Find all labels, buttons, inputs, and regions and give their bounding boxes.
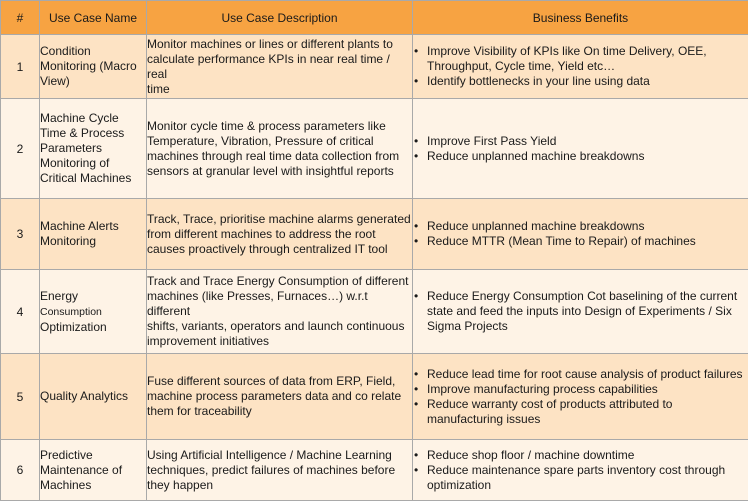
benefit-item [427,289,748,334]
table-row [1,99,748,199]
text-line: Reduce unplanned machine breakdowns [427,219,644,233]
row-number: 2 [1,99,40,199]
text-line: state and feed the inputs into Design of Experiments / Six [427,304,732,318]
business-benefits [413,199,748,270]
benefit-item [427,134,748,149]
text-line: Reduce Energy Consumption Cot baselining of the current [427,289,737,303]
text-line: machine process parameters data and co relate [147,389,401,403]
use-case-description [147,99,413,199]
text-line: Throughput, Cycle time, Yield etc… [427,59,615,73]
use-case-name [40,270,147,354]
text-line: Time & Process [40,126,124,140]
header-business-benefits: Business Benefits [413,1,748,35]
use-case-description [147,354,413,440]
text-line: Sigma Projects [427,319,508,333]
benefit-item [427,367,748,382]
text-line: Machine Alerts [40,219,119,233]
text-line: Condition [40,44,91,58]
benefit-item [427,397,748,427]
text-line: they happen [147,478,213,492]
table-row [1,199,748,270]
table-row [1,35,748,99]
business-benefits [413,35,748,99]
text-line: optimization [427,478,491,492]
text-line: Quality Analytics [40,389,128,403]
text-line: sensors at granular level with insightful reports [147,164,394,178]
text-line: Monitoring (Macro [40,59,137,73]
text-line: Using Artificial Intelligence / Machine Learning [147,448,392,462]
text-line: Monitor machines or lines or different plants to [147,37,393,51]
row-number: 6 [1,440,40,501]
benefit-item [427,382,748,397]
header-use-case-description: Use Case Description [147,1,413,35]
business-benefits [413,99,748,199]
benefit-item [427,234,748,249]
text-line: Improve Visibility of KPIs like On time Delivery, OEE, [427,44,707,58]
text-line: Reduce lead time for root cause analysis of product failures [427,367,743,381]
benefit-item [427,74,748,89]
use-case-description [147,270,413,354]
text-line: Reduce MTTR (Mean Time to Repair) of machines [427,234,696,248]
text-line: Identify bottlenecks in your line using data [427,74,650,88]
benefit-item [427,448,748,463]
text-line: Reduce shop floor / machine downtime [427,448,634,462]
text-line: Monitoring of [40,156,109,170]
text-line: Energy [40,289,78,303]
text-line: Monitor cycle time & process parameters like [147,119,386,133]
use-case-description [147,199,413,270]
text-line: Temperature, Vibration, Pressure of critical [147,134,374,148]
use-case-name [40,354,147,440]
text-line: improvement initiatives [147,334,269,348]
row-number: 5 [1,354,40,440]
header-number: # [1,1,40,35]
use-case-name [40,99,147,199]
text-line: calculate performance KPIs in near real time / real [147,52,390,81]
benefit-item [427,463,748,493]
row-number: 4 [1,270,40,354]
text-line: Maintenance of [40,463,122,477]
business-benefits [413,440,748,501]
text-line: Consumption [40,306,102,318]
text-line: techniques, predict failures of machines before [147,463,395,477]
text-line: manufacturing issues [427,412,540,426]
header-row [1,1,748,35]
use-case-description [147,440,413,501]
text-line: Machines [40,478,91,492]
text-line: from different machines to address the root [147,227,376,241]
text-line: Reduce maintenance spare parts inventory cost through [427,463,725,477]
row-number: 3 [1,199,40,270]
text-line: Parameters [40,141,102,155]
text-line: machines through real time data collection from [147,149,399,163]
text-line: Fuse different sources of data from ERP, Field, [147,374,395,388]
text-line: View) [40,74,70,88]
text-line: them for traceability [147,404,252,418]
text-line: Improve manufacturing process capabilities [427,382,658,396]
text-line: Machine Cycle [40,111,119,125]
text-line: Predictive [40,448,93,462]
text-line: Reduce warranty cost of products attributed to [427,397,672,411]
business-benefits [413,354,748,440]
text-line: Monitoring [40,234,96,248]
text-line: Critical Machines [40,171,131,185]
use-case-name [40,199,147,270]
header-use-case-name: Use Case Name [40,1,147,35]
benefit-item [427,44,748,74]
business-benefits [413,270,748,354]
text-line: time [147,82,170,96]
use-case-name [40,440,147,501]
text-line: machines (like Presses, Furnaces…) w.r.t different [147,289,368,318]
row-number: 1 [1,35,40,99]
text-line: shifts, variants, operators and launch continuous [147,319,404,333]
use-case-description [147,35,413,99]
benefit-item [427,219,748,234]
table-row [1,270,748,354]
text-line: Improve First Pass Yield [427,134,556,148]
text-line: Optimization [40,320,107,334]
table-row [1,440,748,501]
table-row [1,354,748,440]
text-line: Reduce unplanned machine breakdowns [427,149,644,163]
use-case-name [40,35,147,99]
benefit-item [427,149,748,164]
text-line: Track and Trace Energy Consumption of different [147,274,408,288]
text-line: Track, Trace, prioritise machine alarms generated [147,212,411,226]
text-line: causes proactively through centralized IT tool [147,242,388,256]
